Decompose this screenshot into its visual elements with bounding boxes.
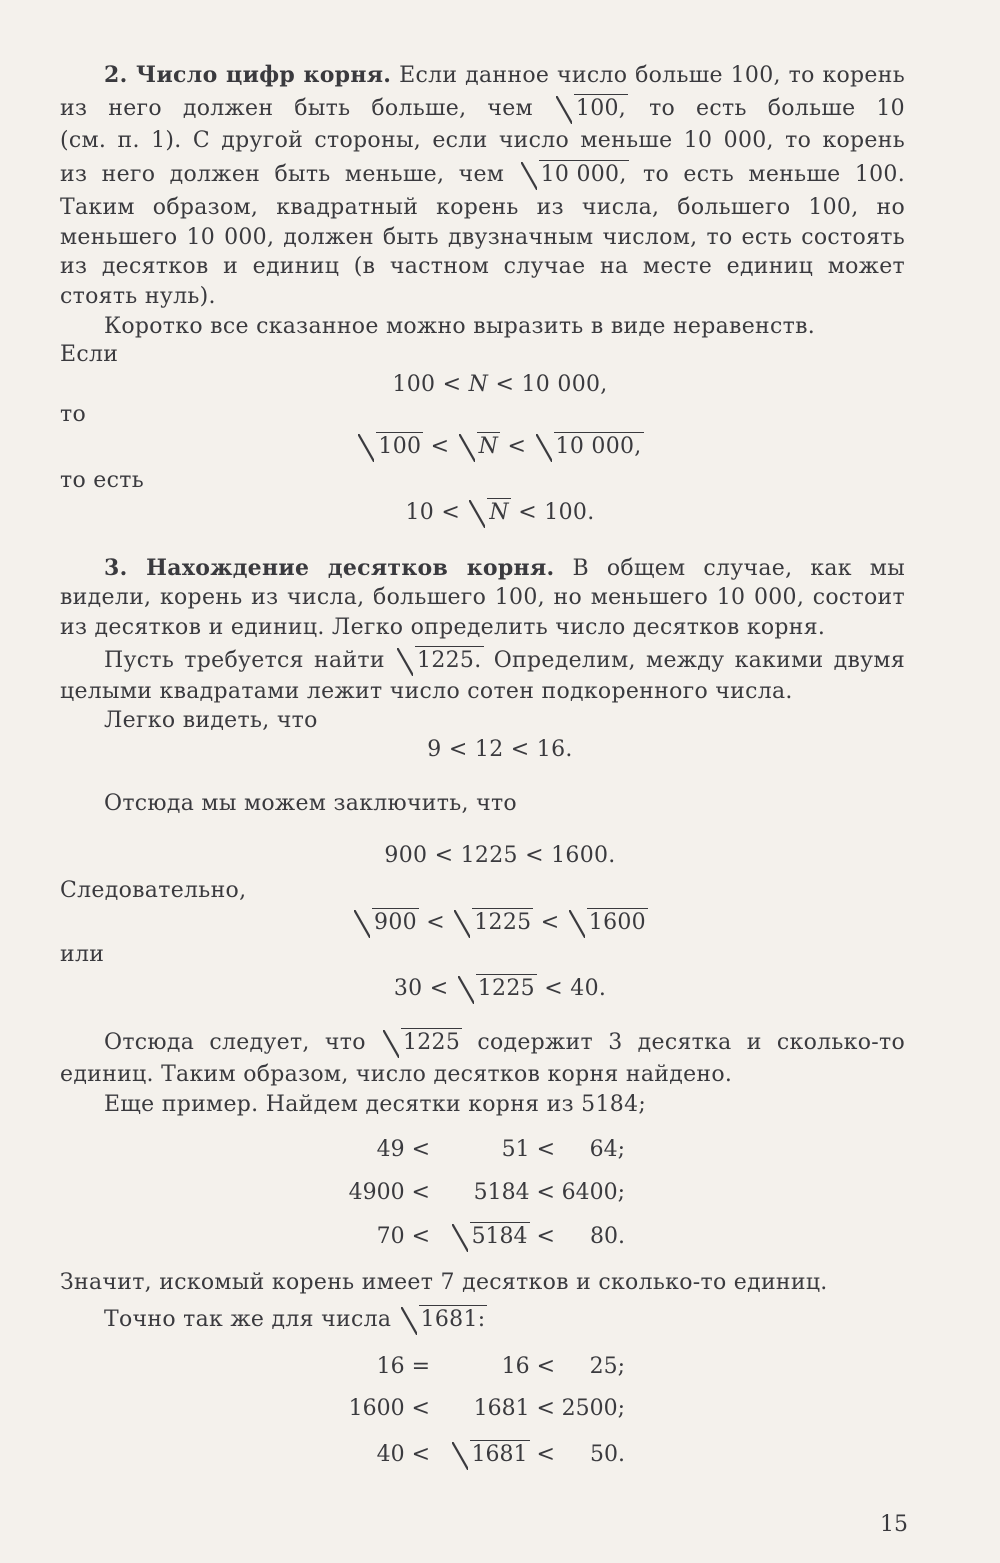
s3-line-7: Отсюда мы можем заключить, что bbox=[104, 791, 517, 816]
s2-eq-2: 100 < N < 10 000, bbox=[0, 432, 1000, 462]
page-number: 15 bbox=[880, 1512, 908, 1537]
s3-eq-2: 900 < 1225 < 1600. bbox=[384, 843, 616, 868]
s2-line-3: (см. п. 1). С другой стороны, если число меньше 10 000, то корень bbox=[60, 128, 905, 153]
s3-eq-4: 30 < 1225 < 40. bbox=[0, 974, 1000, 1004]
ineq-middle: 51 < bbox=[501, 1137, 555, 1162]
s2-line-2 bbox=[60, 94, 905, 124]
s3-line-12: Значит, искомый корень имеет 7 десятков и сколько-то единиц. bbox=[60, 1270, 828, 1295]
sqrt-symbol: 10 000, bbox=[521, 160, 629, 190]
s3-or: или bbox=[60, 942, 105, 967]
s3-line-11: Еще пример. Найдем десятки корня из 5184; bbox=[104, 1092, 647, 1117]
s2-line-6: меньшего 10 000, должен быть двузначным числом, то есть состоять bbox=[60, 225, 905, 250]
s2-line-5: Таким образом, квадратный корень из числа, большего 100, но bbox=[60, 195, 905, 220]
ineq-middle: 16 < bbox=[501, 1354, 555, 1379]
ineq-left: 4900 < bbox=[348, 1180, 430, 1205]
ineq-middle: 5184 < bbox=[430, 1222, 555, 1252]
s2-line-4 bbox=[60, 160, 905, 190]
s3-line-13: Точно так же для числа 1681: bbox=[104, 1305, 905, 1335]
s2-text-4b: то есть меньше 100. bbox=[643, 162, 905, 187]
s3-line-3: из десятков и единиц. Легко определить число десятков корня. bbox=[60, 615, 826, 640]
s3-heading: 3. Нахождение десятков корня. bbox=[104, 555, 555, 581]
s3-line-2: видели, корень из числа, большего 100, но меньшего 10 000, состоит bbox=[60, 585, 905, 610]
ineq-left: 70 < bbox=[376, 1224, 430, 1249]
s3-line-1 bbox=[104, 553, 905, 584]
ineq-right: 6400; bbox=[561, 1180, 625, 1205]
s2-eq-3: 10 < N < 100. bbox=[0, 498, 1000, 528]
s2-eq-1: 100 < N < 10 000, bbox=[392, 372, 608, 397]
ineq-right: 25; bbox=[589, 1354, 625, 1379]
sqrt-symbol: 1225 bbox=[383, 1028, 462, 1058]
ineq-middle: 5184 < bbox=[473, 1180, 555, 1205]
s3-eq-3: 900 < 1225 < 1600 bbox=[0, 908, 1000, 938]
s3-text-1: В общем случае, как мы bbox=[572, 556, 906, 581]
s2-line-8: стоять нуль). bbox=[60, 284, 216, 309]
s3-line-8: Следовательно, bbox=[60, 878, 247, 903]
s3-line-9: Отсюда следует, что 1225 содержит 3 десятка и сколько-то bbox=[104, 1028, 905, 1058]
s2-text-2b: то есть больше 10 bbox=[649, 96, 905, 121]
ineq-left: 49 < bbox=[376, 1137, 430, 1162]
sqrt-symbol: 100, bbox=[556, 94, 628, 124]
s2-thatis: то есть bbox=[60, 468, 144, 493]
s3-line-6: Легко видеть, что bbox=[104, 708, 318, 733]
s2-heading: 2. Число цифр корня. bbox=[104, 62, 392, 88]
ineq-middle: 1681 < bbox=[473, 1396, 555, 1421]
ineq-left: 16 = bbox=[376, 1354, 430, 1379]
s3-line-10: единиц. Таким образом, число десятков корня найдено. bbox=[60, 1062, 733, 1087]
ineq-left: 1600 < bbox=[348, 1396, 430, 1421]
s2-if: Если bbox=[60, 342, 119, 367]
ineq-right: 2500; bbox=[561, 1396, 625, 1421]
s3-eq-1: 9 < 12 < 16. bbox=[427, 737, 573, 762]
ineq-right: 64; bbox=[589, 1137, 625, 1162]
s3-line-4: Пусть требуется найти 1225. Определим, между какими двумя bbox=[104, 646, 905, 676]
s2-then: то bbox=[60, 402, 87, 427]
ineq-middle: 1681 < bbox=[430, 1440, 555, 1470]
s2-line-1 bbox=[104, 60, 905, 91]
ineq-left: 40 < bbox=[376, 1442, 430, 1467]
sqrt-symbol: 1681: bbox=[401, 1305, 488, 1335]
s2-line-7: из десятков и единиц (в частном случае на месте единиц может bbox=[60, 254, 905, 279]
s2-line-9: Коротко все сказанное можно выразить в виде неравенств. bbox=[104, 314, 816, 339]
ineq-right: 80. bbox=[590, 1224, 625, 1249]
sqrt-symbol: 1225. bbox=[397, 646, 483, 676]
s2-text-4a: из него должен быть меньше, чем bbox=[60, 162, 505, 187]
ineq-right: 50. bbox=[590, 1442, 625, 1467]
s2-text-2a: из него должен быть больше, чем bbox=[60, 96, 533, 121]
s3-line-5: целыми квадратами лежит число сотен подкоренного числа. bbox=[60, 679, 793, 704]
s2-text-1: Если данное число больше 100, то корень bbox=[399, 63, 905, 88]
